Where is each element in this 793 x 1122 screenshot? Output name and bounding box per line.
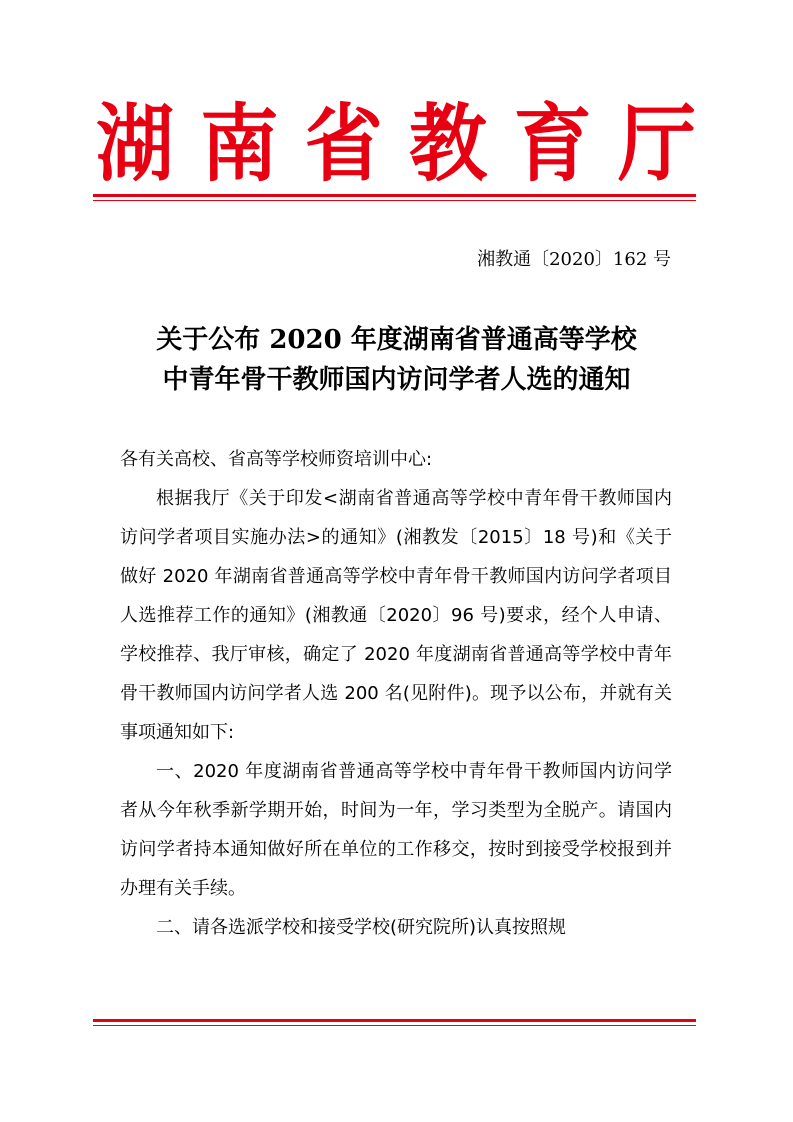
document-title [100, 320, 693, 400]
header-divider-thin [93, 200, 696, 201]
masthead-char: 厅 [617, 95, 696, 194]
document-number: 湘教通〔2020〕162 号 [477, 249, 671, 270]
salutation: 各有关高校、省高等学校师资培训中心: [120, 449, 433, 470]
footer-divider-thin [93, 1025, 696, 1026]
title-line-1: 关于公布 2020 年度湖南省普通高等学校 [156, 325, 637, 355]
masthead-title [96, 95, 696, 194]
body-paragraph: 一、2020 年度湖南省普通高等学校中青年骨干教师国内访问学者从今年秋季新学期开始，时间为一年，学习类型为全脱产。请国内访问学者持本通知做好所在单位的工作移交，按时到接受学校报到并办理有关手续。 [120, 761, 672, 899]
masthead-char: 教 [409, 95, 488, 194]
masthead-char: 湖 [96, 95, 175, 194]
body-paragraph: 二、请各选派学校和接受学校(研究院所)认真按照规 [156, 917, 567, 938]
body-paragraph: 根据我厅《关于印发<湖南省普通高等学校中青年骨干教师国内访问学者项目实施办法>的通知》(湘教发〔2015〕18 号)和《关于做好 2020 年湖南省普通高等学校中青年骨干教师国内访问学者项目人选推荐工作的通知》(湘教通〔2020〕96 号)要求，经个人申请、学校推荐、我厅审核，确定了 2020 年度湖南省普通高等学校中青年骨干教师国内访问学者人选 200 名(见附件)。现予以公布，并就有关事项通知如下: [120, 488, 672, 743]
footer-divider-thick [93, 1019, 696, 1022]
header-divider-thick [93, 194, 696, 197]
document-body [120, 440, 672, 947]
masthead-char: 育 [513, 95, 592, 194]
masthead-char: 南 [200, 95, 279, 194]
title-line-2: 中青年骨干教师国内访问学者人选的通知 [162, 365, 631, 395]
masthead-char: 省 [304, 95, 383, 194]
